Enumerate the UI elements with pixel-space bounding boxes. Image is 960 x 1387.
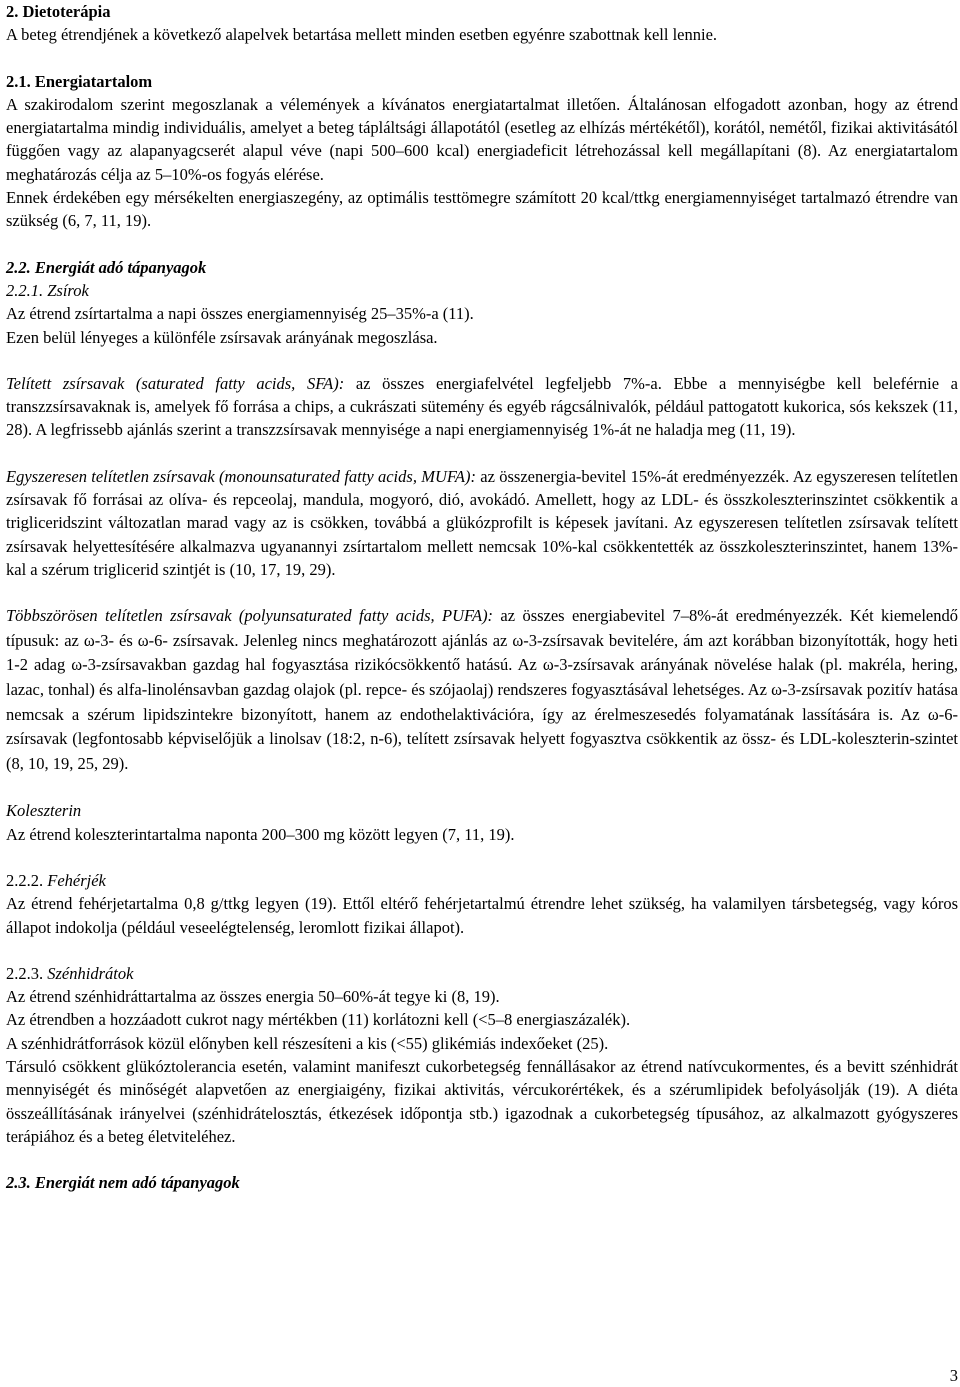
sfa-paragraph (6, 372, 958, 442)
energy-paragraph-2: Ennek érdekében egy mérsékelten energiaszegény, az optimális testtömegre számított 20 kcal/ttkg energiamennyiséget tartalmazó étrendre van szükség (6, 7, 11, 19). (6, 188, 958, 231)
cholesterol-paragraph: Az étrend koleszterintartalma naponta 200–300 mg között legyen (7, 11, 19). (6, 824, 515, 844)
spacer (6, 442, 958, 465)
mufa-text: az összenergia-bevitel 15%-át eredményezzék. Az egyszeresen telítetlen zsírsavak fő forrásai az olíva- és repceolaj, mandula, mogyoró, dió, avokádó. Amellett, hogy az LDL- és összkoleszterinszintet csökkentik a trigliceridszint változatlan marad vagy az is csökken, továbbá a glükózprofilt is képesek javítani. Az egyszeresen telítetlen zsírsavak telített zsírsavak helyettesítésére alkalmazva ugyanannyi zsírtartalom mellett nemcsak 10%-kal csökkentették az összkoleszterinszintet, hanem 13%-kal a szérum triglicerid szintjét is (10, 17, 19, 29). (6, 466, 958, 579)
sfa-label: Telített zsírsavak (saturated fatty acids, SFA): (6, 373, 345, 393)
spacer (6, 846, 958, 869)
spacer (6, 776, 958, 799)
pufa-paragraph (6, 604, 958, 776)
proteins-number: 2.2.2. (6, 870, 44, 890)
mufa-label: Egyszeresen telítetlen zsírsavak (monounsaturated fatty acids, MUFA): (6, 466, 476, 486)
carbs-number: 2.2.3. (6, 963, 44, 983)
spacer (6, 349, 958, 372)
document-page (6, 0, 958, 1195)
spacer (6, 581, 958, 604)
energy-paragraph-1: A szakirodalom szerint megoszlanak a vélemények a kívánatos energiatartalmat illetően. Általánosan elfogadott azonban, hogy az étrend energiatartalma mindig individuális, amelyet a beteg tápláltsági állapotától (esetleg az elhízás mértékétől), korától, nemétől, fizikai aktivitásától függően vagy az alapanyagcserét alapul véve (napi 500–600 kcal) energiadeficit létrehozással kell megállapítani (8). Az energiatartalom meghatározás célja az 5–10%-os fogyás elérése. (6, 94, 958, 184)
cholesterol-heading: Koleszterin (6, 801, 82, 821)
proteins-label: Fehérjék (47, 870, 106, 890)
spacer (6, 1148, 958, 1171)
fats-paragraph-2: Ezen belül lényeges a különféle zsírsavak arányának megoszlása. (6, 327, 438, 347)
carbs-paragraph-3: A szénhidrátforrások közül előnyben kell részesíteni a kis (<55) glikémiás indexőeket (25). (6, 1033, 609, 1053)
carbs-paragraph-4: Társuló csökkent glükóztolerancia esetén, valamint manifeszt cukorbetegség fennállásakor az étrend natívcukormentes, és a bevitt szénhidrát mennyiségét és minőségét alapvetően az energiaigény, fizikai aktivitás, vércukorértékek, és a szérumlipidek befolyásolják (19). A diéta összeállításának irányelvei (szénhidrátelosztás, étkezések időpontja stb.) igazodnak a cukorbetegség típusához, az alkalmazott gyógyszeres terápiához és a beteg életviteléhez. (6, 1057, 958, 1146)
section-heading: 2. Dietoterápia (6, 2, 111, 21)
subsection-heading-non-energy: 2.3. Energiát nem adó tápanyagok (6, 1173, 240, 1193)
subsection-heading-energy: 2.1. Energiatartalom (6, 71, 153, 91)
intro-paragraph: A beteg étrendjének a következő alapelvek betartása mellett minden esetben egyénre szabottnak kell lennie. (6, 25, 718, 45)
carbs-paragraph-1: Az étrend szénhidráttartalma az összes energia 50–60%-át tegye ki (8, 19). (6, 987, 500, 1007)
spacer (6, 939, 958, 962)
sub-heading-fats: 2.2.1. Zsírok (6, 280, 89, 300)
subsection-heading-nutrients: 2.2. Energiát adó tápanyagok (6, 257, 207, 277)
spacer (6, 47, 958, 70)
proteins-heading (6, 869, 958, 892)
mufa-paragraph (6, 465, 958, 581)
spacer (6, 233, 958, 256)
carbs-heading (6, 962, 958, 985)
pufa-text: az összes energiabevitel 7–8%-át eredményezzék. Két kiemelendő típusuk: az ω-3- és ω-6- zsírsavak. Jelenleg nincs meghatározott ajánlás az ω-3-zsírsavak bevitelére, ám azt korábban bizonyították, hogy heti 1-2 adag ω-3-zsírsavakban gazdag hal fogyasztása rizikócsökkentő hatású. Az ω-3-zsírsavak arányának növelése halak (pl. makréla, hering, lazac, tonhal) és alfa-linolénsavban gazdag olajok (pl. repce- és szójaolaj) rendszeres fogyasztásával lehetséges. Az ω-3-zsírsavak pozitív hatása nemcsak a szérum lipidszintekre bizonyított, hanem az endothelaktivációra, így az érelmeszesedés folyamatának lassítására is. Az ω-6-zsírsavak (legfontosabb képviselőjük a linolsav (18:2, n-6), telített zsírsavak helyett fogyasztva csökkentik az össz- és LDL-koleszterin-szintet (8, 10, 19, 25, 29). (6, 606, 958, 773)
fats-paragraph-1: Az étrend zsírtartalma a napi összes energiamennyiség 25–35%-a (11). (6, 304, 474, 324)
carbs-paragraph-2: Az étrendben a hozzáadott cukrot nagy mértékben (11) korlátozni kell (<5–8 energiaszázalék). (6, 1010, 631, 1030)
sfa-text: az összes energiafelvétel legfeljebb 7%-a. Ebbe a mennyiségbe kell beleférnie a transzzsírsavaknak is, amelyek fő forrása a chips, a cukrászati sütemény és egyéb rágcsálnivalók, például pattogatott kukorica, sós kekszek (11, 28). A legfrissebb ajánlás szerint a transzzsírsavak mennyisége a napi energiamennyiség 1%-át ne haladja meg (11, 19). (6, 373, 958, 440)
carbs-label: Szénhidrátok (47, 963, 134, 983)
page-number: 3 (949, 1366, 958, 1385)
proteins-paragraph: Az étrend fehérjetartalma 0,8 g/ttkg legyen (19). Ettől eltérő fehérjetartalmú étrendre lehet szükség, ha valamilyen társbetegség, vagy kóros állapot indokolja (például veseelégtelenség, leromlott fizikai állapot). (6, 894, 958, 937)
pufa-label: Többszörösen telítetlen zsírsavak (polyunsaturated fatty acids, PUFA): (6, 606, 494, 626)
